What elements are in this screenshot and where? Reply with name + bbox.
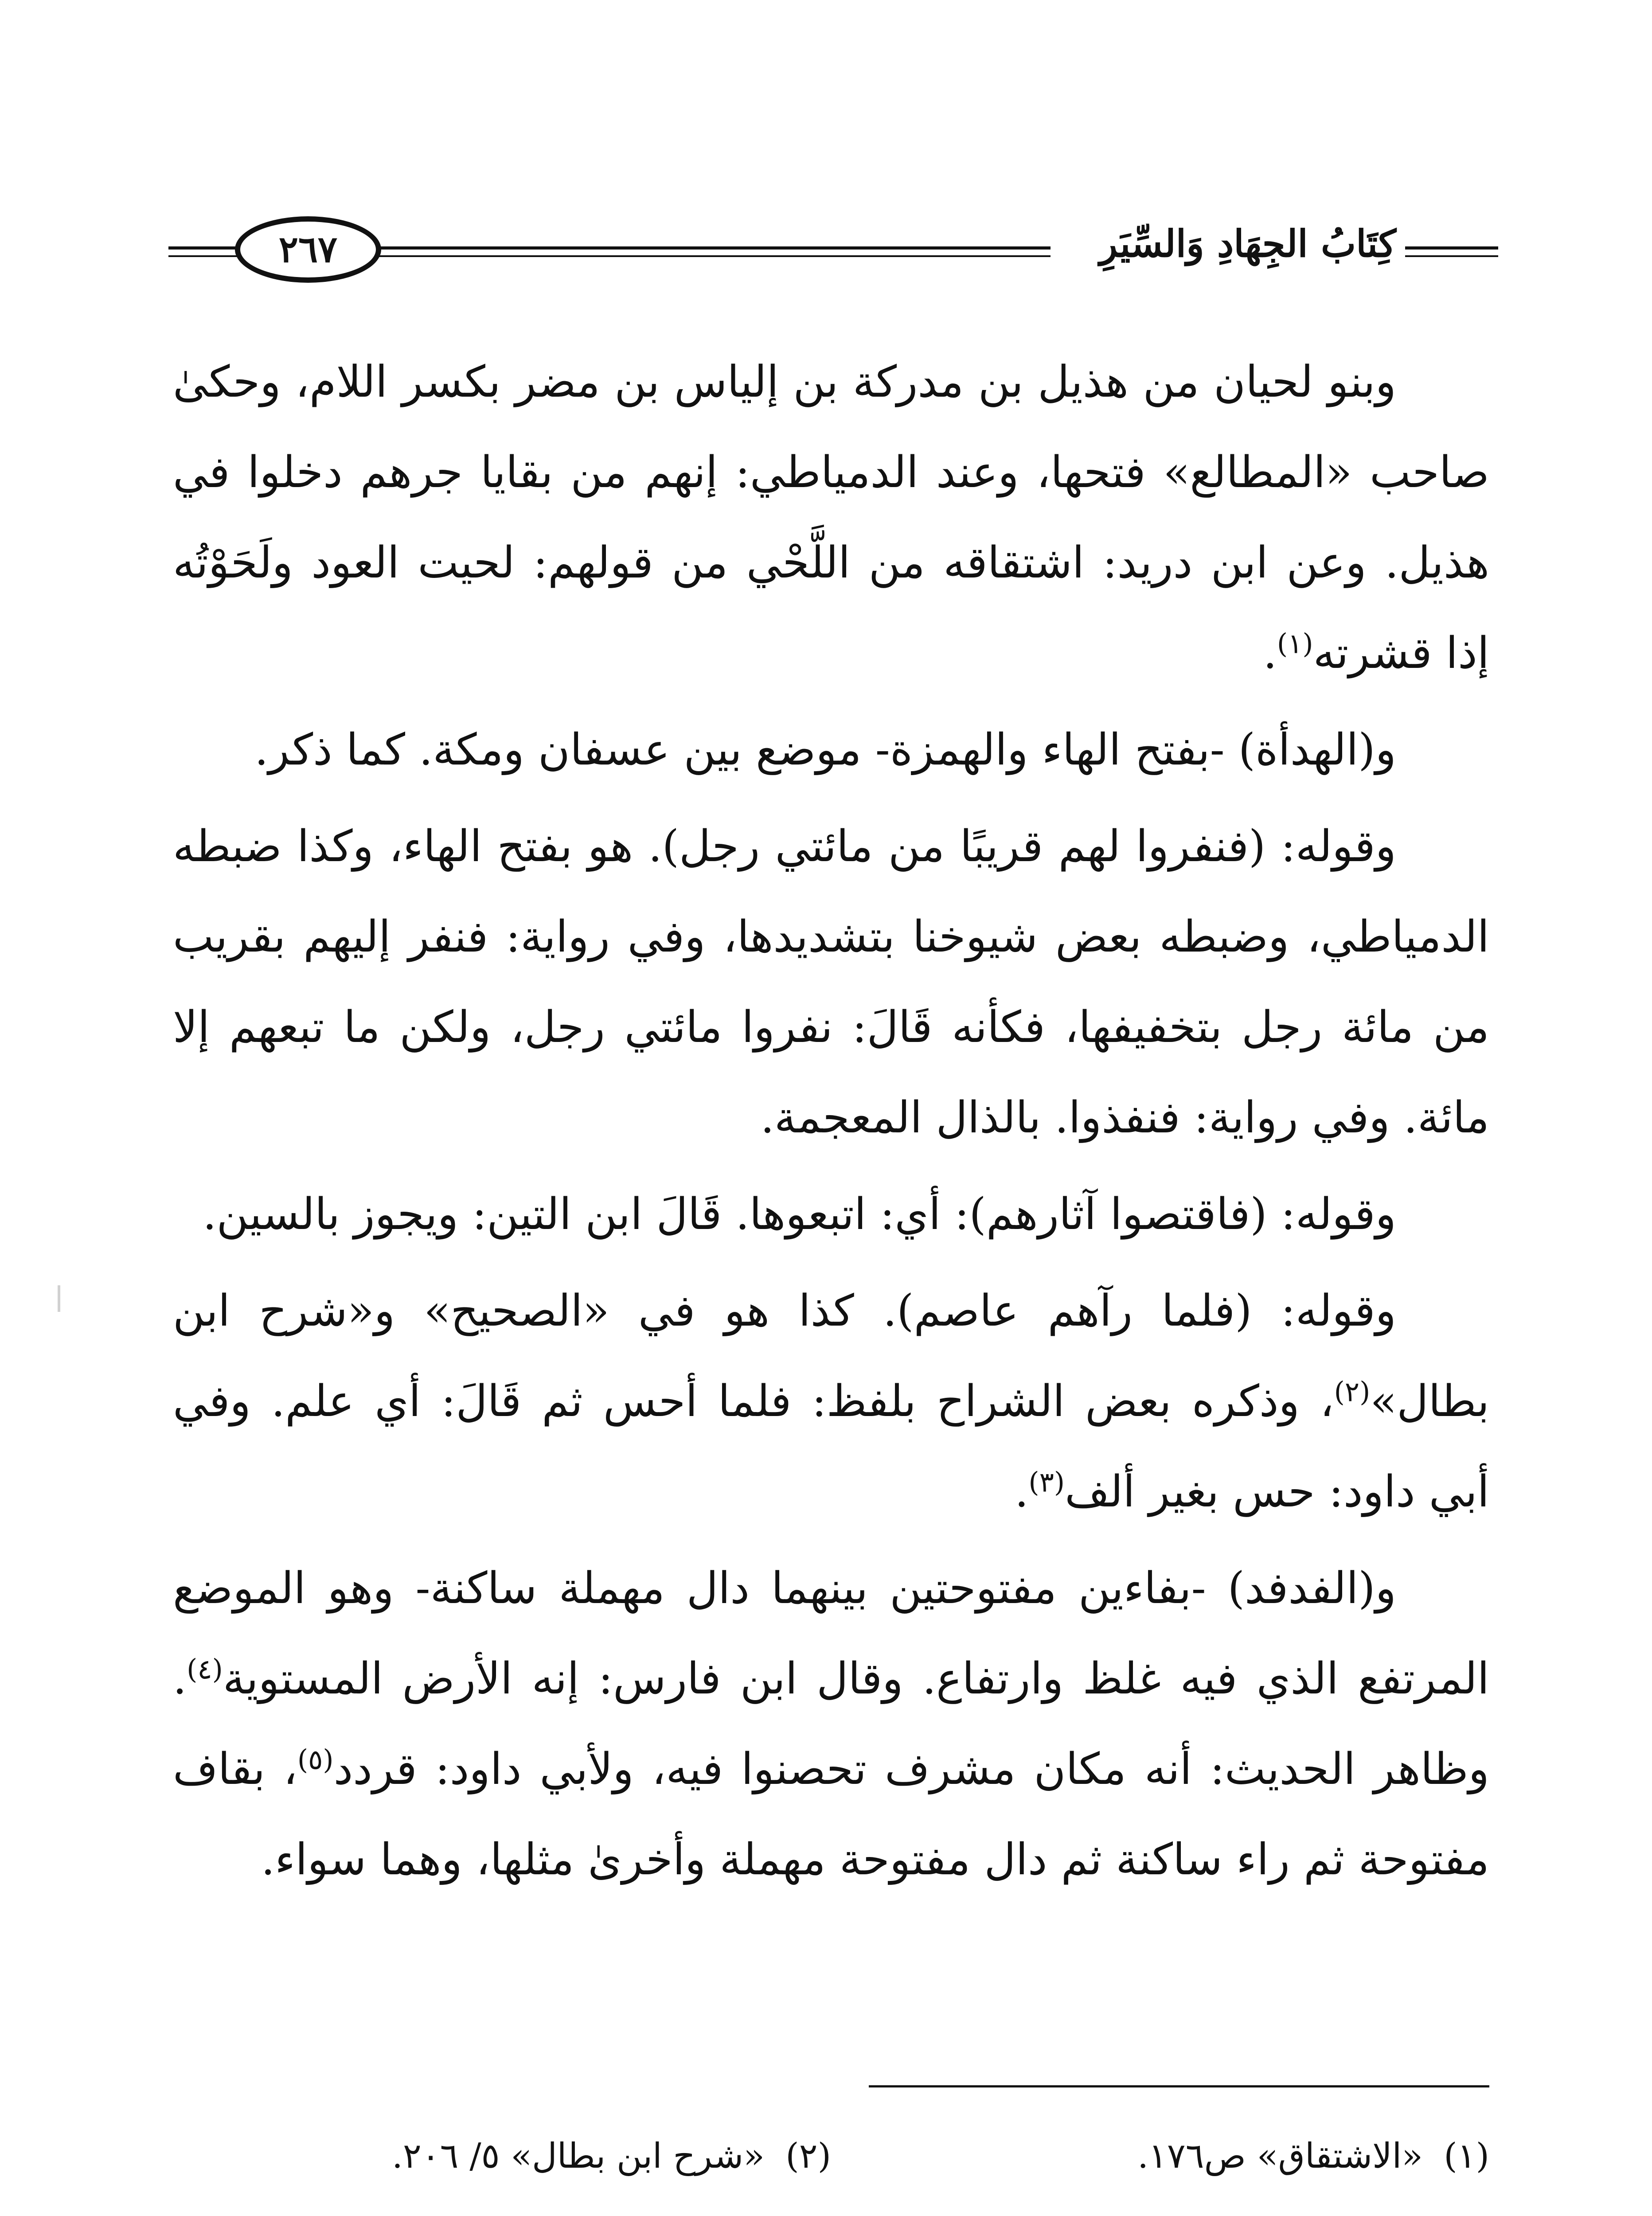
footnote-2 [173, 2114, 831, 2198]
footnote-number: (٢) [785, 2136, 831, 2176]
main-text [173, 337, 1489, 1911]
paragraph-text: وبنو لحيان من هذيل بن مدركة بن إلياس بن مضر بكسر اللام، وحكىٰ صاحب «المطالع» فتحها، وعند الدمياطي: إنهم من بقايا جرهم دخلوا في هذيل. وعن ابن دريد: اشتقاقه من اللَّحْي من قولهم: لحيت العود ولَحَوْتُه إذا قشرته [173, 357, 1489, 679]
paragraph-al-hadaa [173, 705, 1489, 795]
scan-artifact [58, 1285, 60, 1312]
paragraph-text: وقوله: (فنفروا لهم قريبًا من مائتي رجل). هو بفتح الهاء، وكذا ضبطه الدمياطي، وضبطه بعض شيوخنا بتشديدها، وفي رواية: فنفر إليهم بقريب من مائة رجل بتخفيفها، فكأنه قَالَ: نفروا مائتي رجل، ولكن ما تبعهم إلا مائة. وفي رواية: فنفذوا. بالذال المعجمة. [173, 821, 1489, 1143]
page-number-badge [235, 216, 381, 283]
paragraph-text: وقوله: (فلما رآهم عاصم). كذا هو في «الصحيح» و«شرح ابن بطال» [173, 1286, 1489, 1427]
paragraph-faqtassu [173, 1169, 1489, 1260]
running-header [168, 208, 1498, 297]
header-rule-left-thin [168, 255, 239, 257]
footnote-1 [831, 2114, 1489, 2198]
header-rule-middle-thin [377, 255, 1051, 257]
footnote-number [1423, 2198, 1489, 2216]
paragraph-text: و(الهدأة) -بفتح الهاء والهمزة- موضع بين عسفان ومكة. كما ذكر. [254, 725, 1396, 775]
footnote-text: «الاشتقاق» ص١٧٦. [1137, 2136, 1423, 2176]
paragraph-falamma-raahum [173, 1266, 1489, 1537]
paragraph-text: . [1015, 1467, 1029, 1517]
footnote-number: (١) [1444, 2136, 1489, 2176]
paragraph-text: وقوله: (فاقتصوا آثارهم): أي: اتبعوها. قَالَ ابن التين: ويجوز بالسين. [203, 1189, 1396, 1240]
paragraph-text: . [1263, 628, 1277, 679]
footnote-row [173, 2114, 1489, 2198]
footnote-text: «شرح ابن بطال» ٥/ ٢٠٦. [392, 2136, 765, 2176]
header-rule-right-thick [1405, 246, 1498, 250]
page-number: ٢٦٧ [278, 228, 338, 271]
footnote-ref: (٢) [1334, 1375, 1371, 1408]
footnote-text [1064, 2198, 1423, 2216]
paragraph-banu-lihyan [173, 337, 1489, 698]
header-rule-left-thick [168, 246, 239, 250]
paragraph-al-fadfad [173, 1543, 1489, 1905]
footnote-ref: (١) [1277, 627, 1313, 660]
footnotes [173, 2114, 1489, 2216]
paragraph-fanafaru [173, 801, 1489, 1163]
paragraph-text: . وظاهر الحديث: أنه مكان مشرف تحصنوا فيه، ولأبي داود: قردد [173, 1654, 1489, 1795]
footnote-ref: (٣) [1028, 1466, 1065, 1498]
paragraph-text: و(الفدفد) -بفاءين مفتوحتين بينهما دال مهملة ساكنة- وهو الموضع المرتفع الذي فيه غلظ وارتفاع. وقال ابن فارس: إنه الأرض المستوية [173, 1563, 1489, 1704]
footnote-ref: (٥) [297, 1743, 334, 1776]
paragraph-text: ، وذكره بعض الشراح بلفظ: فلما أحس ثم قَالَ: أي علم. وفي أبي داود: حس بغير ألف [173, 1376, 1489, 1517]
footnote-ref: (٤) [187, 1653, 223, 1685]
header-rule-right-thin [1405, 255, 1498, 257]
paragraph-text: ، بقاف مفتوحة ثم راء ساكنة ثم دال مفتوحة مهملة وأخرىٰ مثلها، وهما سواء. [173, 1744, 1489, 1885]
header-rule-middle-thick [377, 246, 1051, 250]
footnote-separator [869, 2085, 1489, 2087]
book-title: كِتَابُ الجِهَادِ وَالسِّيَرِ [1099, 222, 1396, 265]
footnote-3 [173, 2198, 1489, 2216]
